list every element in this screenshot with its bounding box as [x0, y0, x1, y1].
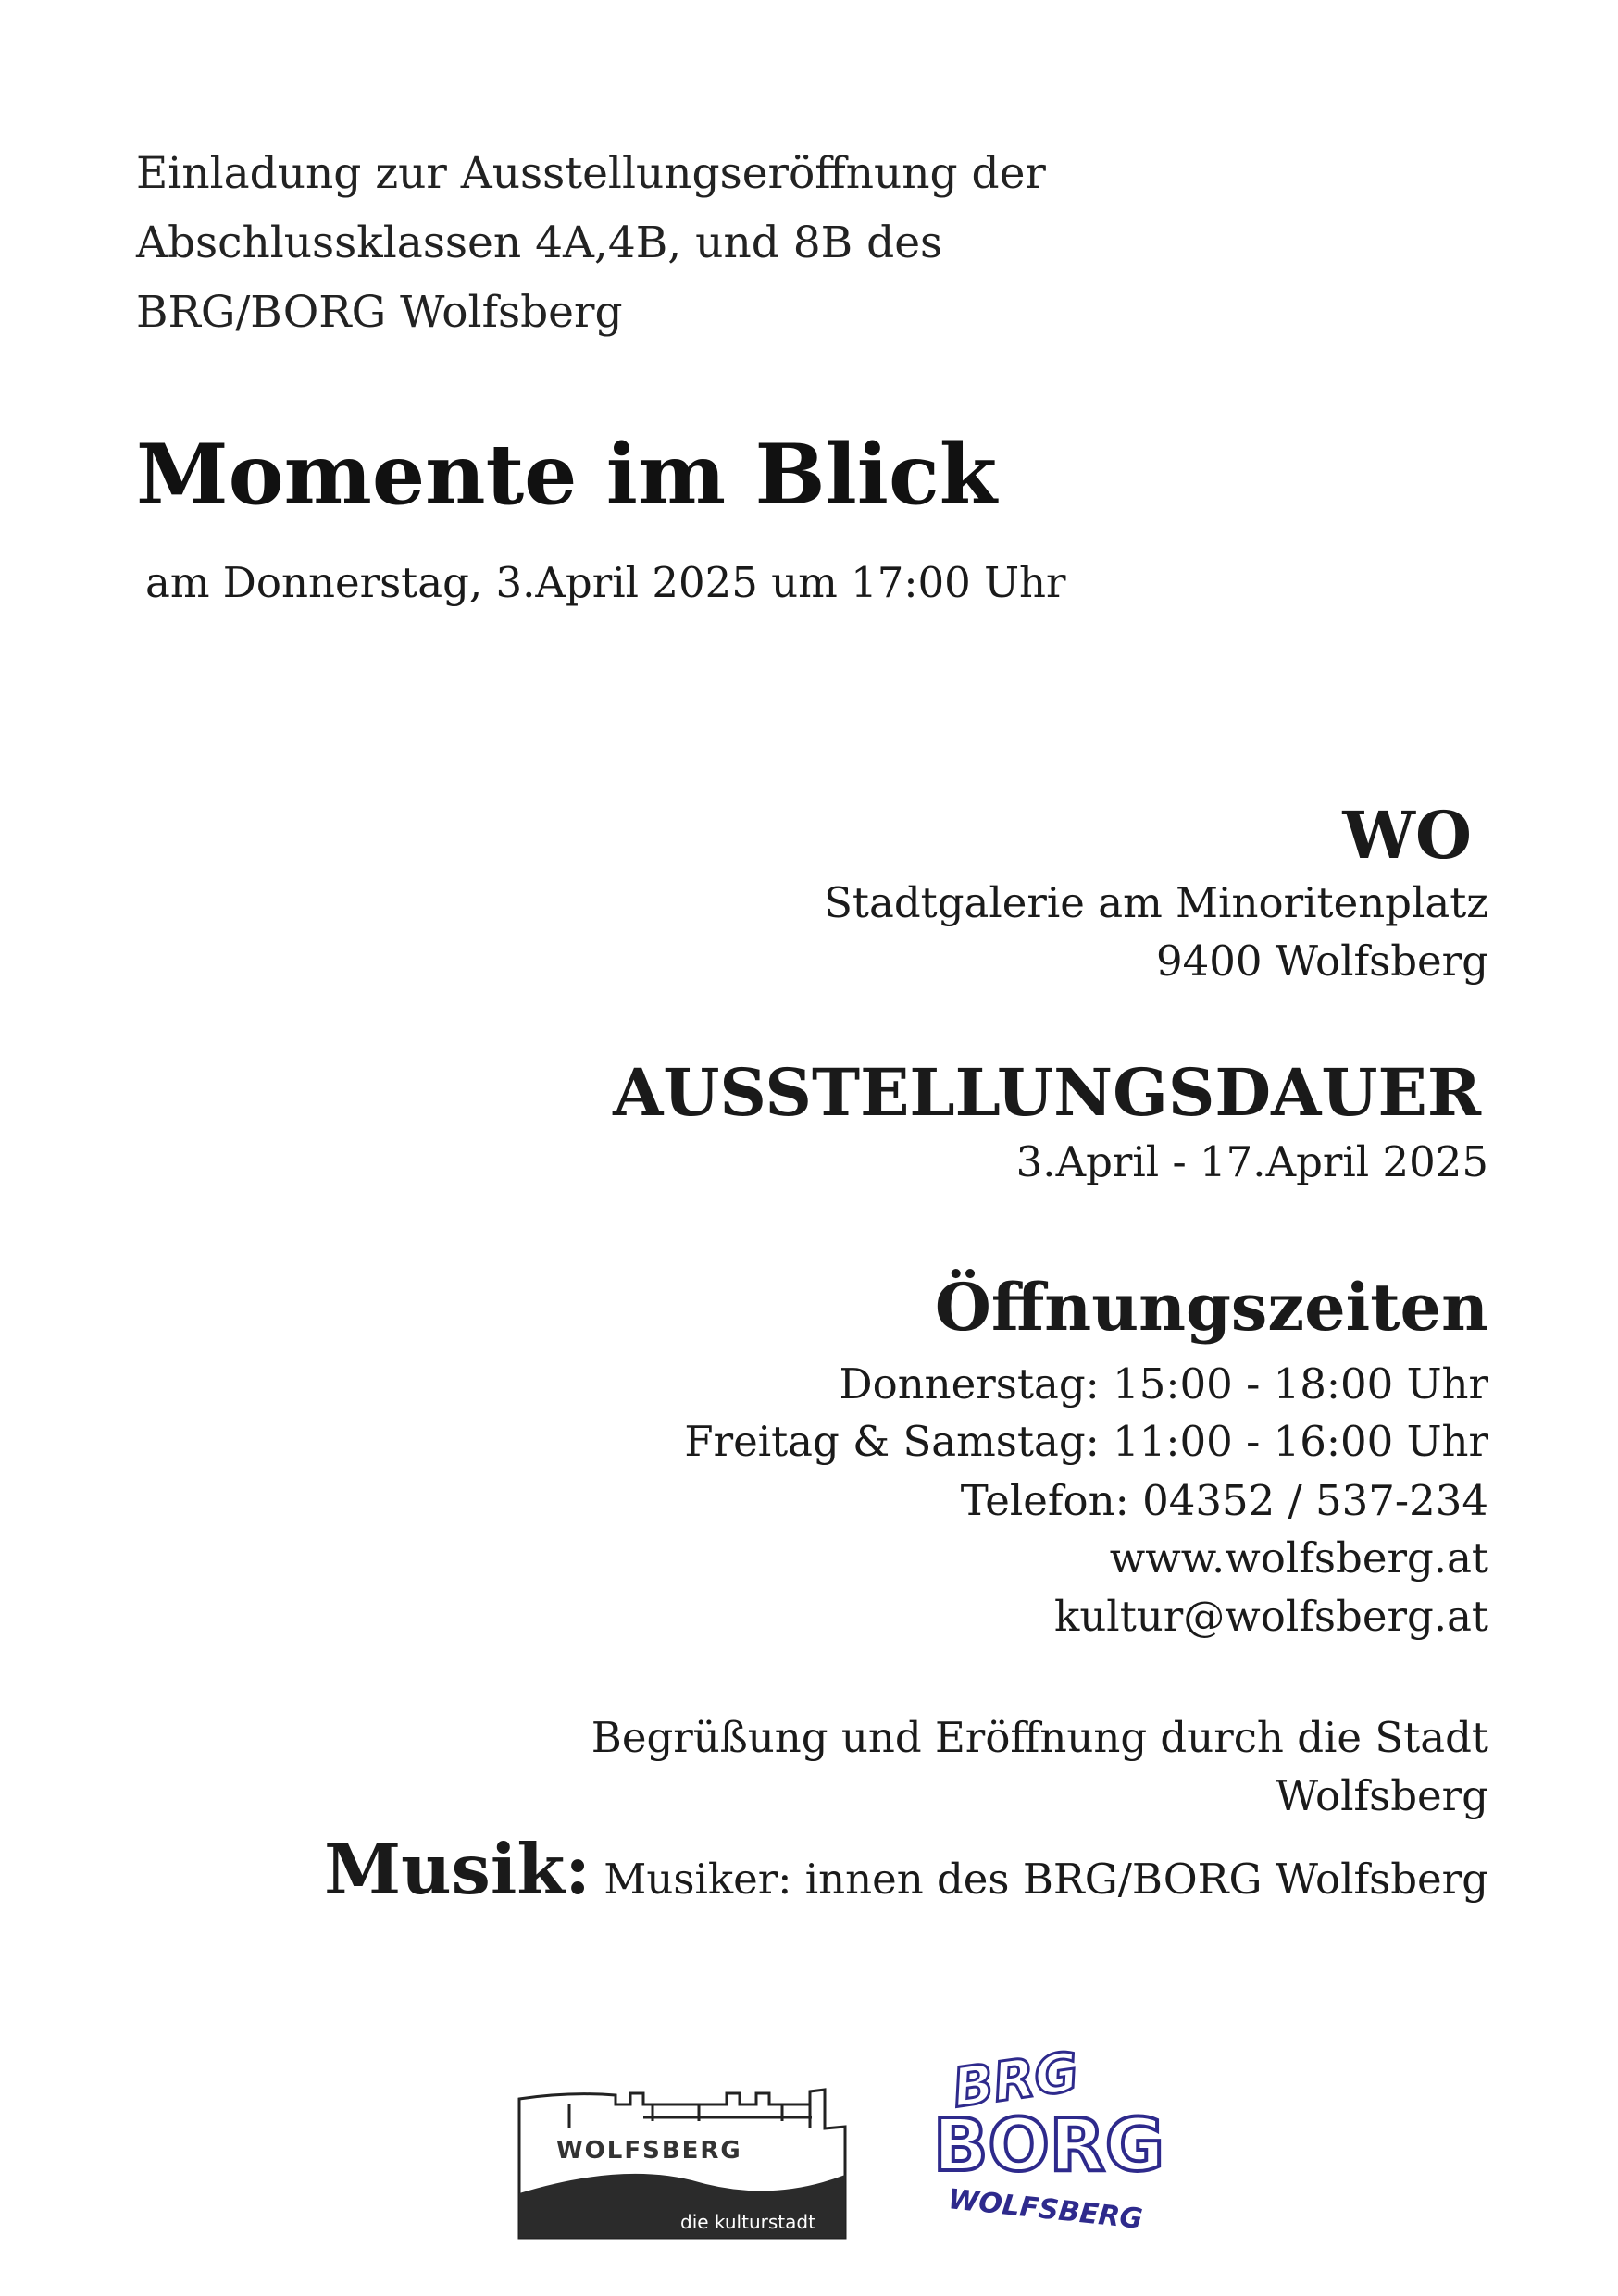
wo-heading: WO [1342, 797, 1472, 874]
venue-city: 9400 Wolfsberg [1155, 937, 1488, 986]
music-label: Musik: [324, 1829, 591, 1910]
brg-logo-line-3: WOLFSBERG [946, 2183, 1144, 2236]
music-line [324, 1828, 1488, 1921]
opening-hours-heading: Öffnungszeiten [934, 1269, 1488, 1346]
event-date: am Donnerstag, 3.April 2025 um 17:00 Uhr [145, 558, 1066, 607]
hours-thursday: Donnerstag: 15:00 - 18:00 Uhr [839, 1359, 1488, 1409]
brg-logo-line-2: BORG [933, 2104, 1164, 2188]
wolfsberg-logo-tagline: die kulturstadt [680, 2211, 815, 2233]
email-link[interactable]: kultur@wolfsberg.at [1054, 1592, 1488, 1641]
venue-name: Stadtgalerie am Minoritenplatz [824, 878, 1488, 927]
page-title: Momente im Blick [136, 426, 998, 524]
intro-line-3: BRG/BORG Wolfsberg [136, 287, 623, 338]
greeting-line-2: Wolfsberg [1275, 1771, 1488, 1820]
brg-logo-line-1: BRG [948, 2040, 1083, 2120]
phone-number: Telefon: 04352 / 537-234 [960, 1476, 1488, 1525]
website-link[interactable]: www.wolfsberg.at [1109, 1533, 1488, 1582]
duration-heading: AUSSTELLUNGSDAUER [613, 1054, 1481, 1131]
greeting-line-1: Begrüßung und Eröffnung durch die Stadt [591, 1713, 1488, 1762]
intro-text [136, 139, 1154, 347]
wolfsberg-logo [514, 2073, 851, 2240]
hours-friday-saturday: Freitag & Samstag: 11:00 - 16:00 Uhr [684, 1417, 1488, 1466]
intro-line-1: Einladung zur Ausstellungseröffnung der [136, 148, 1046, 199]
brg-borg-logo [926, 2040, 1164, 2244]
duration-range: 3.April - 17.April 2025 [1015, 1137, 1488, 1186]
intro-line-2: Abschlussklassen 4A,4B, und 8B des [136, 217, 943, 268]
music-performers: Musiker: innen des BRG/BORG Wolfsberg [604, 1855, 1488, 1904]
wolfsberg-logo-name: WOLFSBERG [556, 2137, 742, 2165]
